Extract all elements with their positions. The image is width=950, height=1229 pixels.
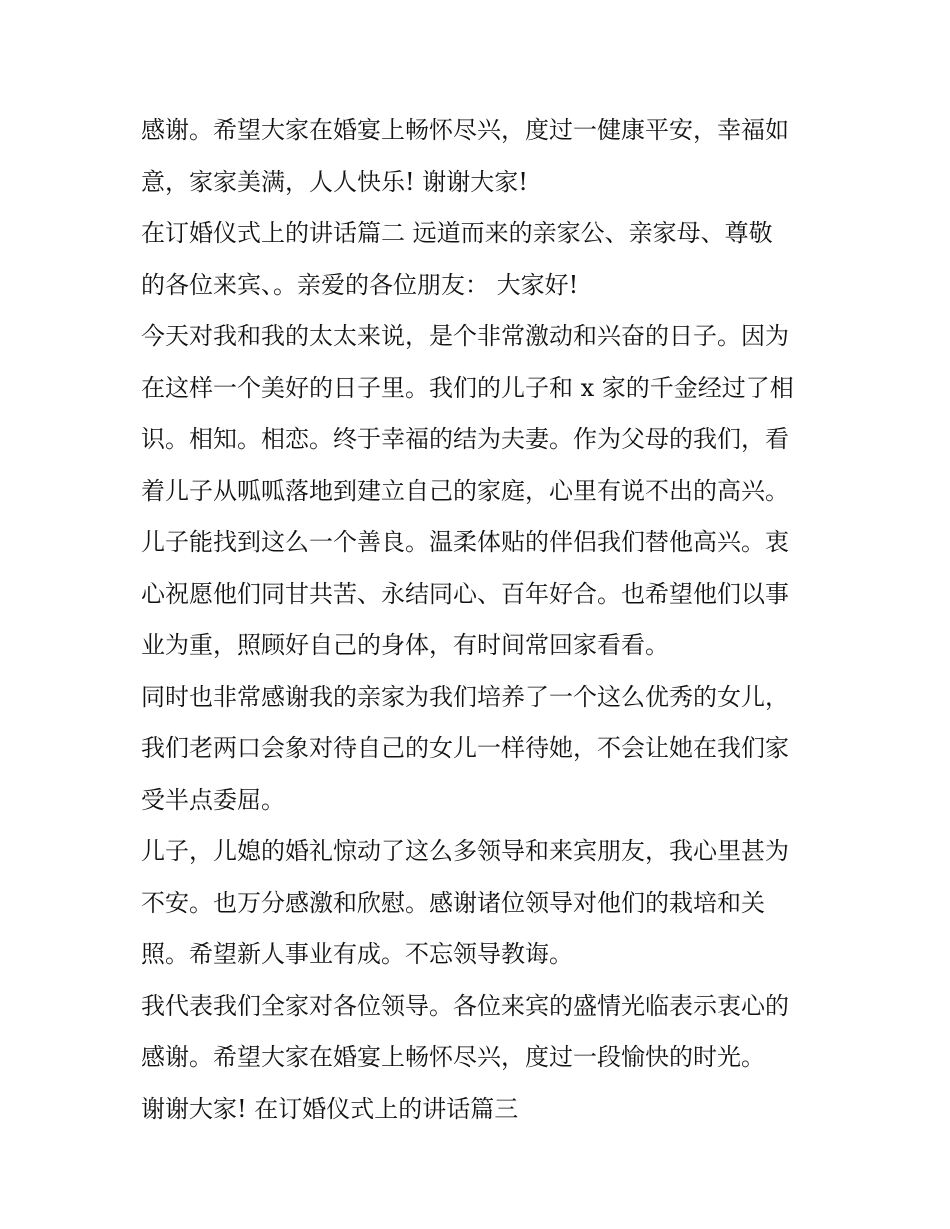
text-line: 我们老两口会象对待自己的女儿一样待她，不会让她在我们家 <box>141 734 789 762</box>
text-line: 感谢。希望大家在婚宴上畅怀尽兴，度过一健康平安，幸福如 <box>141 116 789 144</box>
text-line: 儿子，儿媳的婚礼惊动了这么多领导和来宾朋友，我心里甚为 <box>141 837 789 865</box>
text-line: 儿子能找到这么一个善良。温柔体贴的伴侣我们替他高兴。衷 <box>141 528 789 556</box>
text-line: 今天对我和我的太太来说，是个非常激动和兴奋的日子。因为 <box>141 322 789 350</box>
text-line: 意，家家美满，人人快乐! 谢谢大家! <box>141 167 528 196</box>
text-line: 不安。也万分感激和欣慰。感谢诸位领导对他们的栽培和关 <box>141 888 765 917</box>
text-line: 受半点委屈。 <box>141 785 285 814</box>
text-line: 业为重，照顾好自己的身体，有时间常回家看看。 <box>141 631 669 659</box>
text-line: 心祝愿他们同甘共苦、永结同心、百年好合。也希望他们以事 <box>141 579 789 608</box>
text-line: 在订婚仪式上的讲话篇二 远道而来的亲家公、亲家母、尊敬 <box>141 219 773 247</box>
text-line: 着儿子从呱呱落地到建立自己的家庭，心里有说不出的高兴。 <box>141 476 789 505</box>
text-line: 感谢。希望大家在婚宴上畅怀尽兴，度过一段愉快的时光。 <box>141 1043 765 1071</box>
text-line: 的各位来宾、。亲爱的各位朋友： 大家好! <box>141 270 579 299</box>
text-line: 谢谢大家! 在订婚仪式上的讲话篇三 <box>141 1094 519 1123</box>
text-line: 在这样一个美好的日子里。我们的儿子和 x 家的千金经过了相 <box>141 373 794 402</box>
text-line: 我代表我们全家对各位领导。各位来宾的盛情光临表示衷心的 <box>141 991 789 1020</box>
text-line: 识。相知。相恋。终于幸福的结为夫妻。作为父母的我们，看 <box>141 425 789 453</box>
text-line: 照。希望新人事业有成。不忘领导教诲。 <box>141 940 573 968</box>
document-body <box>141 108 821 1138</box>
text-line: 同时也非常感谢我的亲家为我们培养了一个这么优秀的女儿， <box>141 682 789 711</box>
